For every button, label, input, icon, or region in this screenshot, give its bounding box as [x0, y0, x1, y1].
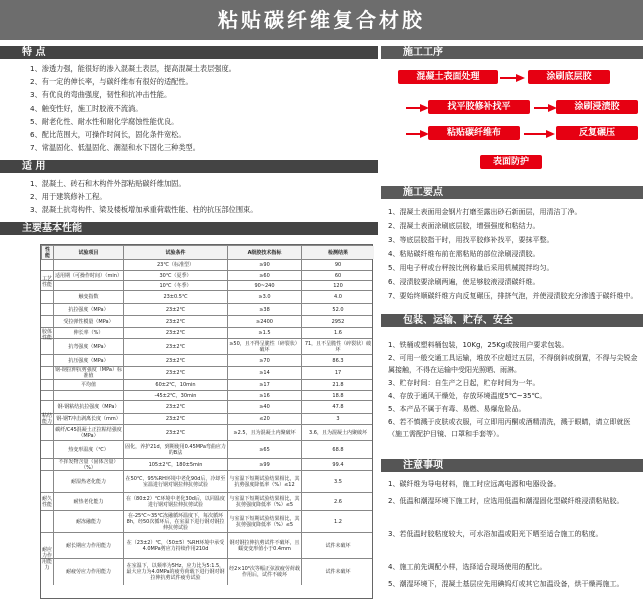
table-header-row [41, 245, 372, 259]
table-cell: ≥90 [227, 260, 301, 270]
table-cell: ≥2.5，且为混凝土内聚破坏 [227, 425, 301, 440]
table-cell: 试件未破坏 [301, 559, 374, 585]
table-cell: 30℃（夏季） [123, 271, 227, 280]
table-cell: 17 [301, 367, 374, 379]
table-row [41, 440, 372, 458]
table-row [41, 470, 372, 492]
table-cell: 钢-钢拉伸抗剪强度（MPa）标准值 [55, 367, 122, 379]
table-cell: 与室温下短期试验结果相比，其抗剪强度降低率（%）≤5 [227, 511, 301, 532]
table-cell: 钢-钢T冲击剥离长度（mm） [53, 414, 123, 424]
table-row [41, 400, 372, 413]
table-row [41, 280, 372, 290]
table-cell: 钢对钢拉伸抗剪试件不破坏，且蠕变变形值小于0.4mm [227, 533, 301, 558]
table-group-label: 耐久性能 [41, 470, 53, 532]
list-item: 6、浸渍胶要涂刷两遍，使足够胶液浸渍碳纤维。 [388, 278, 540, 286]
applications-heading: 适 用 [0, 160, 378, 173]
list-item: 7、常温固化、低温固化、潮湿和水下固化三种类型。 [30, 143, 200, 153]
table-cell: 23±0.5℃ [123, 291, 227, 303]
specs-table [40, 244, 373, 599]
arrow-line [500, 77, 516, 79]
table-cell: ≥38 [227, 304, 301, 315]
table-cell: ≥70 [227, 355, 301, 366]
table-cell: 47.8 [301, 401, 374, 413]
table-cell: 2.6 [301, 493, 374, 510]
list-item: 2、用于建筑修补工程。 [30, 192, 107, 201]
table-cell: 3.5 [301, 471, 374, 492]
table-cell: ≥16 [227, 391, 301, 400]
table-cell: ≥2400 [227, 316, 301, 327]
table-row [41, 259, 372, 270]
table-cell: 1.6 [301, 328, 374, 338]
list-item: 3、贮存时间：自生产之日起，贮存时间为一年。 [388, 379, 540, 387]
list-item: 4、触变性好，施工时胶液不流淌。 [30, 103, 143, 113]
table-cell: 热变形温度（℃） [53, 441, 123, 458]
table-group-label: 耐应力作用能力 [41, 532, 53, 585]
process-step: 涂刷底层胶 [528, 70, 610, 84]
list-item: 1、混凝土、砖石和木构件外部粘贴碳纤维加固。 [30, 179, 186, 188]
table-cell: 23±2℃ [123, 425, 227, 440]
table-cell: 耐疲劳应力作用能力 [53, 559, 123, 585]
specs-heading: 主要基本性能 [0, 222, 378, 235]
list-item: 3、等底层胶指干时，用找平胶修补找平，要抹平整。 [388, 236, 554, 244]
arrow-head-icon [546, 130, 555, 138]
table-cell: 2952 [301, 316, 374, 327]
table-row [41, 458, 372, 470]
process-step: 混凝土表面处理 [398, 70, 498, 84]
table-cell: ≥17 [227, 380, 301, 390]
features-heading: 特 点 [0, 46, 378, 59]
table-header-cell: 试验项目 [53, 246, 123, 259]
table-cell: 86.3 [301, 355, 374, 366]
table-cell: 与室温下短期试验结果相比，其抗剪强度降低率（%）≤5 [227, 493, 301, 510]
process-step: 粘贴碳纤维布 [428, 126, 520, 140]
table-cell: 23±2℃ [123, 401, 227, 413]
table-cell: 触变指数 [53, 291, 123, 303]
table-cell: 耐长期应力作用能力 [53, 533, 123, 558]
table-cell: 固化，养护21d，到期使用0.45MPa弯曲应力的B法 [123, 441, 227, 458]
list-item: 2、低温和潮湿环境下施工时，应选用低温和潮湿固化型碳纤维浸渍粘贴胶。 [388, 497, 624, 505]
key-points-heading: 施工要点 [381, 186, 643, 199]
table-cell: 在50℃，95%RH环境中老化90d后，冷却至室温进行钢对钢拉伸抗剪试验 [123, 471, 227, 492]
list-item: 6、若不慎溅于皮肤或衣服，可立即用丙酮或酒精清洗，溅于眼睛，请立即就医（施工需配护目镜、口罩和手套等）。 [388, 418, 631, 438]
table-cell: 23±2℃ [123, 355, 227, 366]
arrow-line [534, 107, 548, 109]
arrow-head-icon [420, 104, 429, 112]
table-cell: 抗压强度（MPa） [53, 355, 123, 366]
table-cell: 抗拉强度（MPa） [53, 304, 123, 315]
list-item: 3、有优良的弯曲强度，韧性和抗冲击性能。 [30, 90, 172, 100]
arrow-line [524, 133, 546, 135]
table-cell: 耐热老化能力 [53, 493, 123, 510]
list-item: 5、潮湿环境下，混凝土基层应先用碘钨灯或其它加温设备，烘干燥再施工。 [388, 580, 624, 588]
table-cell: 90~240 [227, 281, 301, 290]
list-item: 4、粘贴碳纤维布前在需粘贴的部位涂刷浸渍胶。 [388, 250, 540, 258]
table-cell: 68.8 [301, 441, 374, 458]
arrow-head-icon [420, 130, 429, 138]
list-item: 6、配比范围大，可操作时间长，固化条件宽松。 [30, 130, 186, 139]
table-cell: 抗弯强度（MPa） [53, 339, 123, 354]
table-row [41, 366, 372, 379]
table-cell: ≥14 [227, 367, 301, 379]
list-item: 3、混凝土抗弯构件、梁及楼板增加承重荷载性能、柱的抗压部位围束。 [30, 205, 258, 214]
list-item: 3、若低温时胶粘度较大，可水浴加温或阳光下晒至适合施工的粘度。 [388, 530, 603, 538]
table-cell: ≤20 [227, 414, 301, 424]
table-header-cell: 试验条件 [123, 246, 227, 259]
table-row [41, 327, 372, 338]
table-row [41, 558, 372, 585]
table-cell: 23℃（标准型） [123, 260, 227, 270]
list-item: 5、本产品不属于有毒、易燃、易爆危险品。 [388, 405, 526, 413]
table-header-cell: 检测结果 [301, 246, 374, 259]
table-cell: 在（23±2）℃，（50±5）%RH环境中承受4.0MPa剪应力持续作用210d [123, 533, 227, 558]
table-row [41, 303, 372, 315]
table-cell: 与室温下短期试验结果相比，其抗剪强度降低率（%）≤12 [227, 471, 301, 492]
table-cell: 105±2℃，180±5min [123, 459, 227, 470]
list-item: 5、用电子秤或台秤按比例称量后采用机械搅拌均匀。 [388, 264, 554, 272]
table-cell: 耐冻融能力 [53, 511, 123, 532]
table-cell: 在-25℃~35℃冻融循环温度下，每次循环8h，经50次循环后，在室温下进行钢对钢拉伸抗剪试验 [123, 511, 227, 532]
arrow-line [406, 133, 420, 135]
list-item: 1、渗透力强，能很好的渗入混凝土表层，提高混凝土表层强度。 [30, 64, 236, 73]
table-row [41, 354, 372, 366]
list-item: 4、施工前先调配小样，选择适合现场使用的配比。 [388, 563, 547, 571]
list-item: 1、碳纤维为导电材料，施工时应远离电源和电器设备。 [388, 480, 561, 488]
table-row [41, 532, 372, 558]
table-cell: 1.2 [301, 511, 374, 532]
table-row [41, 510, 372, 532]
arrow-line [406, 107, 420, 109]
table-cell [53, 391, 123, 400]
table-cell: 4.0 [301, 291, 374, 303]
process-step: 表面防护 [480, 155, 542, 169]
process-step: 涂刷浸渍胶 [556, 100, 638, 114]
table-cell: 99.4 [301, 459, 374, 470]
table-cell: 60±2℃，10min [123, 380, 227, 390]
table-cell: 平均值 [53, 380, 123, 390]
list-item: 2、有一定的伸长率，与碳纤维布有很好的适配性。 [30, 77, 193, 87]
table-cell: 试件未破坏 [301, 533, 374, 558]
table-cell: 21.8 [301, 380, 374, 390]
table-cell: 60 [301, 271, 374, 280]
list-item: 2、可用一般交通工具运输，堆放不应超过五层，不得倒斜或倒置，不得与尖锐金属接触，不得在运输中受阳光照晒、雨淋。 [388, 354, 638, 374]
list-item: 5、耐老化性、耐水性和耐化学腐蚀性能优良。 [30, 116, 179, 126]
table-cell: 23±2℃ [123, 367, 227, 379]
notes-heading: 注意事项 [381, 459, 643, 472]
table-cell: 3 [301, 414, 374, 424]
table-row [41, 413, 372, 424]
table-cell: 90 [301, 260, 374, 270]
table-cell [53, 260, 123, 270]
table-row [41, 424, 372, 440]
list-item: 1、铁桶或塑料桶包装，10Kg，25Kg或按用户要求包装。 [388, 341, 569, 349]
table-header-cell: A级胶技术指标 [227, 246, 301, 259]
table-cell: 伸长率（%） [53, 328, 123, 338]
packaging-heading: 包装、运输、贮存、安全 [381, 314, 643, 327]
table-cell: 52.0 [301, 304, 374, 315]
table-cell: 受拉弹性模量（MPa） [53, 316, 123, 327]
table-row [41, 315, 372, 327]
table-cell: ≥3.0 [227, 291, 301, 303]
table-cell: 18.8 [301, 391, 374, 400]
table-cell: ≥60 [227, 271, 301, 280]
list-item: 7、要始终顺碳纤维方向反复碾压，排挤气泡，并使浸渍胶充分渗透于碳纤维中。 [388, 292, 638, 300]
table-cell: 23±2℃ [123, 339, 227, 354]
table-cell: 在（80±2）℃环境中老化30d后，以同温度进行钢对钢拉伸抗剪试验 [123, 493, 227, 510]
table-cell: 适用期（可操作时间）（min） [53, 271, 123, 280]
table-cell: 71，且不呈脆性（碎裂状）破坏 [301, 339, 374, 354]
table-cell: 23±2℃ [123, 316, 227, 327]
table-header-cell: 性能 [41, 246, 53, 259]
table-cell: 10℃（冬季） [123, 281, 227, 290]
table-cell: -45±2℃，30min [123, 391, 227, 400]
table-cell: 不挥发物含量（固体含量）（%） [53, 459, 123, 470]
table-cell: 在室温下，以频率为5Hz，应力比为5:1.5，最大应力为4.0MPa的疲劳荷载下进行钢对钢拉伸抗剪试件疲劳试验 [123, 559, 227, 585]
list-item: 4、存放于通风干燥处，存放环境温度5℃~35℃。 [388, 392, 547, 400]
table-row [41, 270, 372, 280]
process-step: 反复碾压 [556, 126, 638, 140]
table-group-label: 粘结能力 [41, 366, 53, 470]
table-group-label: 工艺性能 [41, 259, 53, 303]
table-row [41, 379, 372, 390]
arrow-head-icon [516, 74, 525, 82]
table-cell: ≥1.5 [227, 328, 301, 338]
table-cell: 耐湿热老化能力 [53, 471, 123, 492]
table-row [41, 390, 372, 400]
table-cell: 3.6，且为混凝土内聚破坏 [301, 425, 374, 440]
process-step: 找平胶修补找平 [428, 100, 530, 114]
table-cell: 23±2℃ [123, 304, 227, 315]
list-item: 2、混凝土表面涂刷底层胶，增强强度和粘结力。 [388, 222, 540, 230]
process-heading: 施工工序 [381, 46, 643, 59]
page-title: 粘贴碳纤维复合材胶 [0, 0, 643, 40]
table-cell: 120 [301, 281, 374, 290]
table-cell [53, 281, 123, 290]
arrow-head-icon [548, 104, 557, 112]
table-cell: 碳纤/C45混凝土正拉粘结强度（MPa） [53, 425, 123, 440]
table-cell: 经2×10⁶次等幅正弦波疲劳荷载作用后，试件不破坏 [227, 559, 301, 585]
table-cell: 钢-钢粘结抗拉强度（MPa） [53, 401, 123, 413]
table-cell: ≥65 [227, 441, 301, 458]
table-group-label: 胶体性能 [41, 303, 53, 366]
table-row [41, 338, 372, 354]
table-cell: 23±2℃ [123, 328, 227, 338]
table-cell: 23±2℃ [123, 414, 227, 424]
list-item: 1、混凝土表面用金钢片打磨至露出砂石新面层，用清洁丁净。 [388, 208, 582, 216]
table-cell: ≥40 [227, 401, 301, 413]
table-cell: ≥50，且不得呈脆性（碎裂状）破坏 [227, 339, 301, 354]
table-row [41, 290, 372, 303]
table-cell: ≥99 [227, 459, 301, 470]
table-row [41, 492, 372, 510]
